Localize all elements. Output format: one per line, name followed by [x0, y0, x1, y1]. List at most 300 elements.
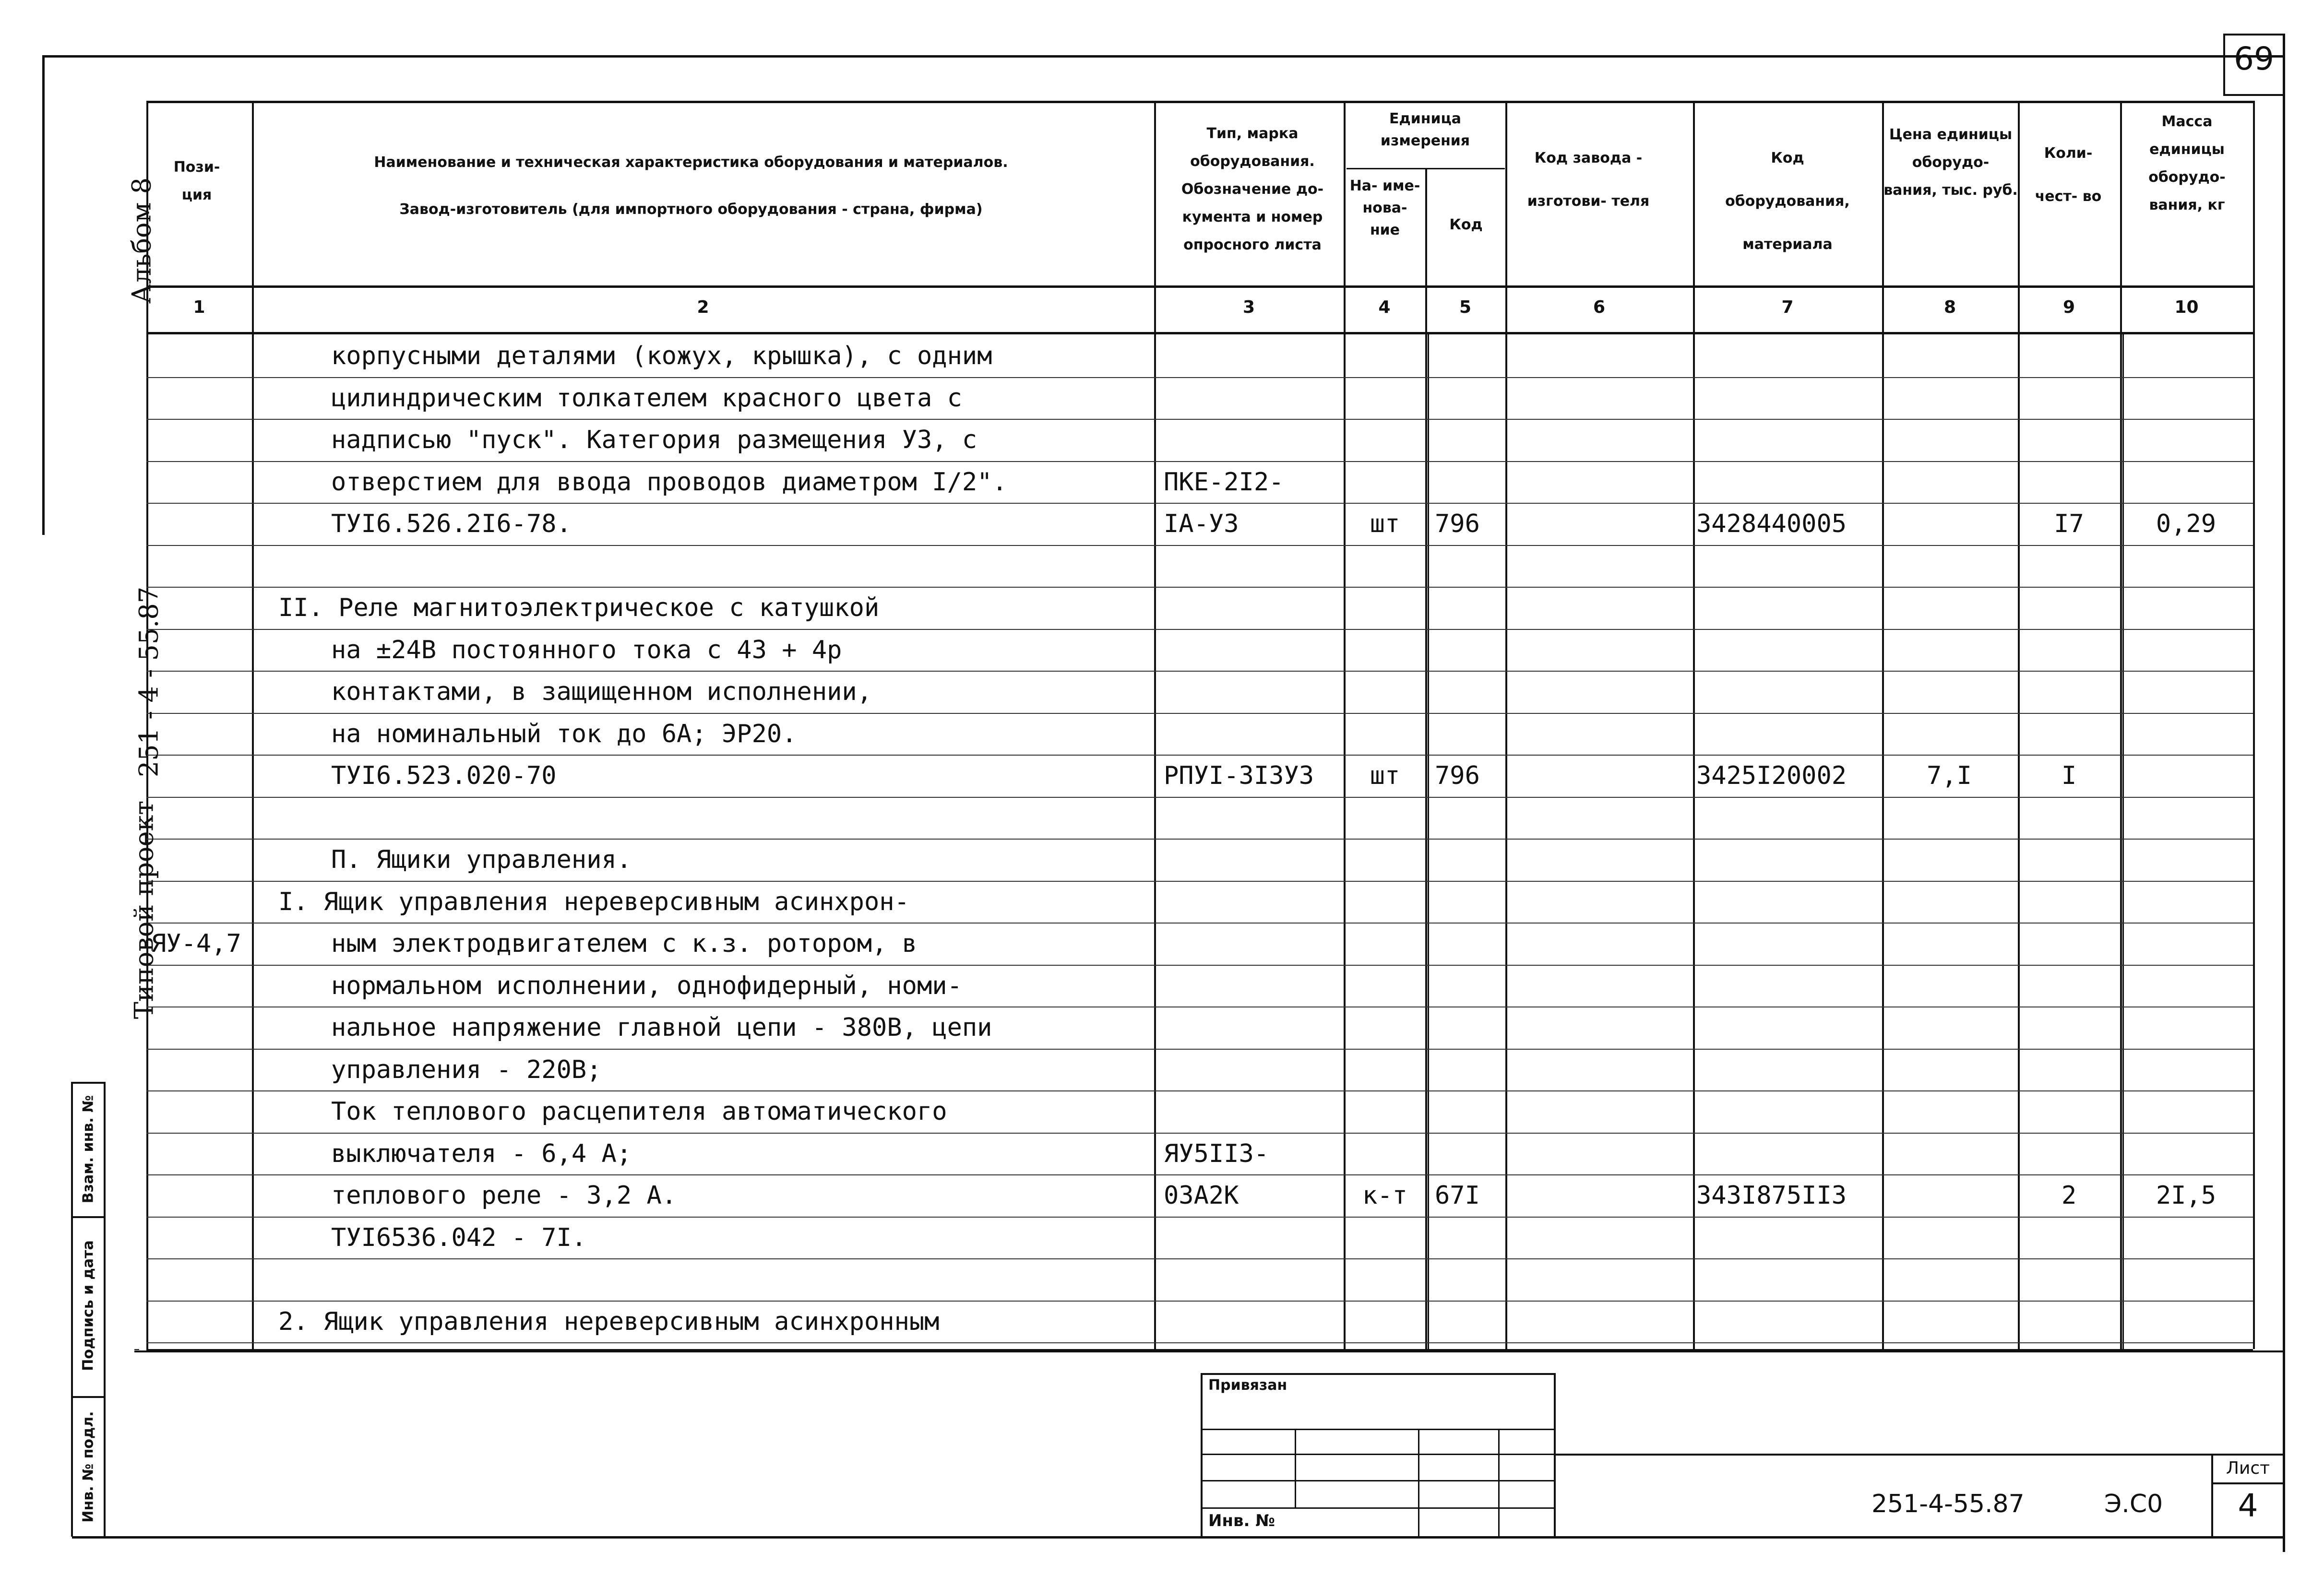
cell-equip: [1696, 463, 1879, 501]
cell-qty: [2018, 1051, 2120, 1089]
cell-qty: [2018, 841, 2120, 879]
cell-code: [1435, 673, 1502, 711]
cell-pos: [151, 1303, 250, 1341]
cell-price: [1882, 799, 2016, 837]
header-bottom: [146, 285, 2253, 288]
side-project: Типовой проект: [129, 800, 159, 1019]
cell-pos: [151, 589, 250, 627]
cell-equip: [1696, 1008, 1879, 1047]
cell-code: [1435, 841, 1502, 879]
cell-plant: [1507, 421, 1689, 459]
unit-code-double: [1428, 334, 1429, 1349]
col-number-bottom: [146, 332, 2253, 334]
cell-qty: [2018, 1303, 2120, 1341]
row-separator: [146, 797, 2253, 798]
cell-pos: [151, 631, 250, 669]
cell-name: ТУI6.523.020-70: [331, 761, 557, 790]
cell-equip: [1696, 547, 1879, 585]
column-number-1: 1: [193, 297, 205, 317]
cell-type: [1164, 631, 1341, 669]
row-separator: [146, 755, 2253, 756]
footer-rule: [1556, 1454, 2285, 1456]
cell-plant: [1507, 673, 1689, 711]
row-separator: [146, 1217, 2253, 1218]
cell-mass: 0,29: [2156, 509, 2217, 538]
cell-mass: [2120, 421, 2252, 459]
cell-pos: [151, 841, 250, 879]
cell-price: [1882, 547, 2016, 585]
cell-qty: [2018, 589, 2120, 627]
cell-equip: [1696, 337, 1879, 375]
cell-price: [1882, 841, 2016, 879]
cell-qty: [2018, 1092, 2120, 1131]
column-number-3: 3: [1242, 297, 1255, 317]
cell-name: II. Реле магнитоэлектрическое с катушкой: [278, 593, 880, 622]
cell-equip: [1696, 1051, 1879, 1089]
cell-type: [1164, 924, 1341, 963]
cell-price: 7,I: [1927, 761, 1972, 790]
cell-plant: [1507, 799, 1689, 837]
cell-price: [1882, 924, 2016, 963]
cell-qty: [2018, 1219, 2120, 1257]
bound-box-vline3: [1498, 1429, 1500, 1536]
cell-plant: [1507, 1303, 1689, 1341]
cell-code: 796: [1435, 509, 1480, 538]
cell-plant: [1507, 379, 1689, 417]
cell-unit: [1347, 589, 1423, 627]
inventory-label: Инв. №: [1208, 1511, 1275, 1530]
cell-unit: [1347, 883, 1423, 921]
document-code: 251-4-55.87: [1871, 1490, 2025, 1518]
stamp-replace-inv: Взам. инв. №: [80, 1095, 97, 1204]
cell-pos: [151, 1092, 250, 1131]
header-name-line1: Наименование и техническая характеристика оборудования и материалов.: [374, 154, 1008, 171]
cell-pos: [151, 1051, 250, 1089]
cell-code: [1435, 631, 1502, 669]
cell-mass: [2120, 841, 2252, 879]
cell-unit: [1347, 841, 1423, 879]
cell-qty: [2018, 337, 2120, 375]
cell-equip: [1696, 589, 1879, 627]
row-separator: [146, 377, 2253, 378]
cell-price: [1882, 1176, 2016, 1215]
cell-unit: [1347, 1092, 1423, 1131]
row-separator: [146, 503, 2253, 504]
cell-equip: [1696, 631, 1879, 669]
cell-mass: [2120, 757, 2252, 795]
cell-name: теплового реле - 3,2 А.: [331, 1181, 677, 1210]
column-number-8: 8: [1943, 297, 1956, 317]
frame-top: [43, 55, 2285, 58]
cell-code: [1435, 1303, 1502, 1341]
bound-label: Привязан: [1208, 1377, 1287, 1394]
row-separator: [146, 1258, 2253, 1259]
cell-code: [1435, 799, 1502, 837]
row-separator: [146, 587, 2253, 588]
cell-pos: [151, 463, 250, 501]
row-separator: [146, 1301, 2253, 1302]
sheet-number: 4: [2238, 1487, 2258, 1524]
cell-code: [1435, 1219, 1502, 1257]
row-separator: [146, 881, 2253, 882]
row-separator: [146, 713, 2253, 714]
cell-equip: 3428440005: [1696, 509, 1847, 538]
cell-mass: [2120, 1219, 2252, 1257]
cell-plant: [1507, 841, 1689, 879]
cell-name: П. Ящики управления.: [331, 845, 632, 874]
cell-name: на номинальный ток до 6А; ЭР20.: [331, 719, 797, 748]
cell-mass: [2120, 1092, 2252, 1131]
column-line-3: [1344, 101, 1346, 1349]
cell-unit: [1347, 337, 1423, 375]
frame-left: [42, 55, 45, 535]
cell-unit: шт: [1370, 509, 1400, 538]
cell-equip: [1696, 673, 1879, 711]
header-name-line2: Завод-изготовитель (для импортного оборудования - страна, фирма): [399, 201, 983, 218]
cell-equip: [1696, 799, 1879, 837]
cell-unit: [1347, 1051, 1423, 1089]
cell-code: [1435, 1135, 1502, 1173]
cell-plant: [1507, 547, 1689, 585]
cell-pos: [151, 379, 250, 417]
cell-qty: [2018, 463, 2120, 501]
cell-mass: [2120, 589, 2252, 627]
cell-unit: [1347, 924, 1423, 963]
column-line-6: [1693, 101, 1695, 1349]
cell-unit: [1347, 379, 1423, 417]
document-suffix: Э.С0: [2104, 1490, 2163, 1518]
cell-equip: 3425I20002: [1696, 761, 1847, 790]
cell-price: [1882, 1260, 2016, 1299]
row-separator: [146, 923, 2253, 924]
cell-type: [1164, 337, 1341, 375]
cell-type: [1164, 421, 1341, 459]
cell-pos: ЯУ-4,7: [151, 929, 241, 958]
cell-pos: [151, 967, 250, 1005]
cell-pos: [151, 1219, 250, 1257]
cell-unit: [1347, 421, 1423, 459]
cell-code: 796: [1435, 761, 1480, 790]
cell-pos: [151, 799, 250, 837]
cell-equip: [1696, 1260, 1879, 1299]
cell-name: нальное напряжение главной цепи - 380В, цепи: [331, 1013, 992, 1042]
cell-pos: [151, 337, 250, 375]
cell-name: Ток теплового расцепителя автоматического: [331, 1097, 947, 1126]
cell-name: управления - 220В;: [331, 1055, 602, 1084]
cell-name: выключателя - 6,4 А;: [331, 1139, 632, 1168]
cell-mass: [2120, 1135, 2252, 1173]
cell-code: [1435, 1092, 1502, 1131]
cell-mass: [2120, 631, 2252, 669]
cell-code: [1435, 547, 1502, 585]
bound-box-line2: [1201, 1454, 1556, 1455]
row-separator: [146, 1049, 2253, 1050]
cell-type: [1164, 1303, 1341, 1341]
row-separator: [146, 461, 2253, 462]
cell-name: цилиндрическим толкателем красного цвета с: [331, 383, 962, 413]
cell-price: [1882, 463, 2016, 501]
cell-name: надписью "пуск". Категория размещения УЗ, с: [331, 426, 977, 454]
side-project-code: 251 - 4 - 55.87: [133, 586, 164, 778]
cell-type: [1164, 673, 1341, 711]
table-bottom-stub: [134, 1349, 139, 1350]
cell-price: [1882, 505, 2016, 543]
cell-name: [331, 799, 1147, 837]
cell-qty: I7: [2054, 509, 2084, 538]
cell-type: ЯУ5II3-: [1164, 1139, 1269, 1168]
row-separator: [146, 965, 2253, 966]
cell-qty: [2018, 379, 2120, 417]
cell-unit: [1347, 1219, 1423, 1257]
cell-code: [1435, 1051, 1502, 1089]
cell-code: [1435, 1260, 1502, 1299]
cell-name: нормальном исполнении, однофидерный, номи-: [331, 971, 962, 1000]
cell-unit: [1347, 673, 1423, 711]
cell-unit: [1347, 715, 1423, 753]
cell-price: [1882, 1219, 2016, 1257]
cell-mass: [2120, 337, 2252, 375]
cell-price: [1882, 715, 2016, 753]
cell-mass: [2120, 715, 2252, 753]
page-number: 69: [2234, 40, 2274, 77]
cell-qty: [2018, 1260, 2120, 1299]
cell-equip: [1696, 1092, 1879, 1131]
header-quantity: Коли- чест- во: [2035, 145, 2102, 205]
cell-mass: [2120, 924, 2252, 963]
cell-type: IА-УЗ: [1164, 509, 1239, 538]
cell-equip: 343I875II3: [1696, 1181, 1847, 1210]
cell-price: [1882, 337, 2016, 375]
cell-mass: [2120, 1260, 2252, 1299]
cell-unit: [1347, 1135, 1423, 1173]
cell-equip: [1696, 421, 1879, 459]
column-line-10: [2253, 101, 2255, 1349]
cell-equip: [1696, 841, 1879, 879]
cell-price: [1882, 631, 2016, 669]
header-price: Цена единицы оборудо- вания, тыс. руб.: [1883, 126, 2018, 199]
cell-equip: [1696, 924, 1879, 963]
cell-mass: 2I,5: [2156, 1181, 2217, 1210]
frame-right: [2283, 34, 2285, 1552]
cell-name: ТУI6.526.2I6-78.: [331, 509, 572, 538]
cell-type: [1164, 589, 1341, 627]
cell-unit: [1347, 463, 1423, 501]
cell-plant: [1507, 505, 1689, 543]
cell-code: [1435, 463, 1502, 501]
cell-qty: [2018, 1135, 2120, 1173]
cell-code: [1435, 715, 1502, 753]
cell-qty: [2018, 715, 2120, 753]
column-line-1: [252, 101, 254, 1349]
header-unit-name: На- име- нова- ние: [1349, 178, 1420, 238]
column-number-2: 2: [697, 297, 709, 317]
cell-qty: [2018, 421, 2120, 459]
cell-pos: [151, 547, 250, 585]
cell-unit: [1347, 1303, 1423, 1341]
column-line-2: [1154, 101, 1156, 1349]
cell-type: 03А2К: [1164, 1181, 1239, 1210]
cell-mass: [2120, 673, 2252, 711]
column-line-4: [1425, 168, 1427, 1349]
cell-code: [1435, 924, 1502, 963]
cell-type: [1164, 1051, 1341, 1089]
column-number-4: 4: [1378, 297, 1391, 317]
cell-type: [1164, 715, 1341, 753]
row-separator: [146, 1174, 2253, 1175]
cell-plant: [1507, 924, 1689, 963]
cell-equip: [1696, 1135, 1879, 1173]
row-separator: [146, 1342, 2253, 1343]
cell-qty: [2018, 673, 2120, 711]
cell-qty: [2018, 1008, 2120, 1047]
cell-code: [1435, 337, 1502, 375]
cell-pos: [151, 1008, 250, 1047]
cell-plant: [1507, 715, 1689, 753]
cell-plant: [1507, 1219, 1689, 1257]
cell-code: [1435, 967, 1502, 1005]
stamp-inner-left: [104, 1082, 106, 1537]
cell-qty: [2018, 967, 2120, 1005]
sheet-label: Лист: [2226, 1458, 2270, 1478]
cell-mass: [2120, 1008, 2252, 1047]
cell-unit: к-т: [1362, 1181, 1407, 1210]
cell-type: [1164, 547, 1341, 585]
cell-mass: [2120, 463, 2252, 501]
cell-equip: [1696, 715, 1879, 753]
cell-unit: [1347, 1260, 1423, 1299]
column-number-7: 7: [1781, 297, 1794, 317]
cell-qty: [2018, 631, 2120, 669]
cell-mass: [2120, 967, 2252, 1005]
row-separator: [146, 419, 2253, 420]
cell-price: [1882, 589, 2016, 627]
cell-type: [1164, 967, 1341, 1005]
bound-box-vline1: [1295, 1429, 1296, 1508]
cell-name: отверстием для ввода проводов диаметром I/2".: [331, 467, 1007, 497]
column-number-10: 10: [2174, 297, 2199, 317]
header-type: Тип, марка оборудования. Обозначение до- кумента и номер опросного листа: [1181, 125, 1324, 253]
cell-mass: [2120, 1303, 2252, 1341]
cell-qty: [2018, 799, 2120, 837]
column-number-5: 5: [1459, 297, 1472, 317]
cell-plant: [1507, 337, 1689, 375]
cell-plant: [1507, 631, 1689, 669]
cell-code: [1435, 421, 1502, 459]
cell-type: [1164, 1008, 1341, 1047]
cell-unit: [1347, 799, 1423, 837]
cell-price: [1882, 673, 2016, 711]
cell-qty: [2018, 547, 2120, 585]
cell-pos: [151, 673, 250, 711]
side-album: Альбом 8: [126, 177, 157, 304]
cell-plant: [1507, 967, 1689, 1005]
cell-code: [1435, 589, 1502, 627]
cell-plant: [1507, 1092, 1689, 1131]
cell-price: [1882, 967, 2016, 1005]
cell-plant: [1507, 463, 1689, 501]
cell-plant: [1507, 757, 1689, 795]
cell-price: [1882, 421, 2016, 459]
cell-name: 2. Ящик управления нереверсивным асинхронным: [278, 1307, 940, 1336]
cell-equip: [1696, 1219, 1879, 1257]
cell-name: I. Ящик управления нереверсивным асинхрон-: [278, 887, 909, 916]
cell-pos: [151, 1135, 250, 1173]
footer-top-rule: [134, 1350, 2284, 1352]
cell-plant: [1507, 1260, 1689, 1299]
row-separator: [146, 629, 2253, 630]
cell-name: ТУI6536.042 - 7I.: [331, 1223, 587, 1252]
stamp-outer-left: [71, 1082, 73, 1537]
cell-plant: [1507, 1135, 1689, 1173]
cell-mass: [2120, 379, 2252, 417]
cell-type: [1164, 379, 1341, 417]
page-box-top: [2223, 34, 2285, 36]
header-plant-code: Код завода - изготови- теля: [1527, 150, 1650, 210]
column-number-9: 9: [2062, 297, 2075, 317]
row-separator: [146, 671, 2253, 672]
cell-plant: [1507, 1008, 1689, 1047]
cell-equip: [1696, 883, 1879, 921]
header-unit-code: Код: [1449, 216, 1483, 233]
cell-plant: [1507, 1051, 1689, 1089]
bound-box-vline2: [1418, 1429, 1419, 1536]
cell-mass: [2120, 883, 2252, 921]
column-number-6: 6: [1593, 297, 1606, 317]
cell-plant: [1507, 589, 1689, 627]
cell-type: РПУI-3I3УЗ: [1164, 761, 1314, 790]
cell-price: [1882, 1051, 2016, 1089]
cell-type: ПКЕ-2I2-: [1164, 467, 1284, 497]
cell-type: [1164, 1219, 1341, 1257]
cell-name: ным электродвигателем с к.з. ротором, в: [331, 929, 917, 958]
cell-type: [1164, 883, 1341, 921]
row-separator: [146, 839, 2253, 840]
cell-type: [1164, 799, 1341, 837]
header-unit: Единица измерения: [1380, 110, 1470, 149]
cell-name: [331, 547, 1147, 585]
cell-pos: [151, 883, 250, 921]
cell-price: [1882, 1092, 2016, 1131]
page-box-bottom: [2223, 94, 2285, 96]
cell-pos: [151, 421, 250, 459]
cell-unit: [1347, 631, 1423, 669]
header-mass: Масса единицы оборудо- вания, кг: [2148, 113, 2226, 213]
bound-box-line3: [1201, 1480, 1556, 1481]
header-equipment-code: Код оборудования, материала: [1725, 150, 1850, 253]
cell-pos: [151, 1260, 250, 1299]
cell-plant: [1507, 883, 1689, 921]
cell-equip: [1696, 1303, 1879, 1341]
sheet-box-mid: [2211, 1482, 2285, 1484]
cell-price: [1882, 379, 2016, 417]
cell-code: [1435, 1008, 1502, 1047]
cell-code: [1435, 379, 1502, 417]
cell-name: на ±24В постоянного тока с 43 + 4р: [331, 635, 842, 664]
cell-plant: [1507, 1176, 1689, 1215]
cell-price: [1882, 1303, 2016, 1341]
cell-equip: [1696, 967, 1879, 1005]
cell-qty: 2: [2061, 1181, 2077, 1210]
cell-mass: [2120, 547, 2252, 585]
cell-unit: [1347, 967, 1423, 1005]
header-position: Пози- ция: [173, 159, 220, 203]
cell-type: [1164, 1092, 1341, 1131]
cell-price: [1882, 1008, 2016, 1047]
cell-unit: [1347, 547, 1423, 585]
cell-qty: I: [2061, 761, 2077, 790]
cell-qty: [2018, 924, 2120, 963]
row-separator: [146, 1133, 2253, 1134]
